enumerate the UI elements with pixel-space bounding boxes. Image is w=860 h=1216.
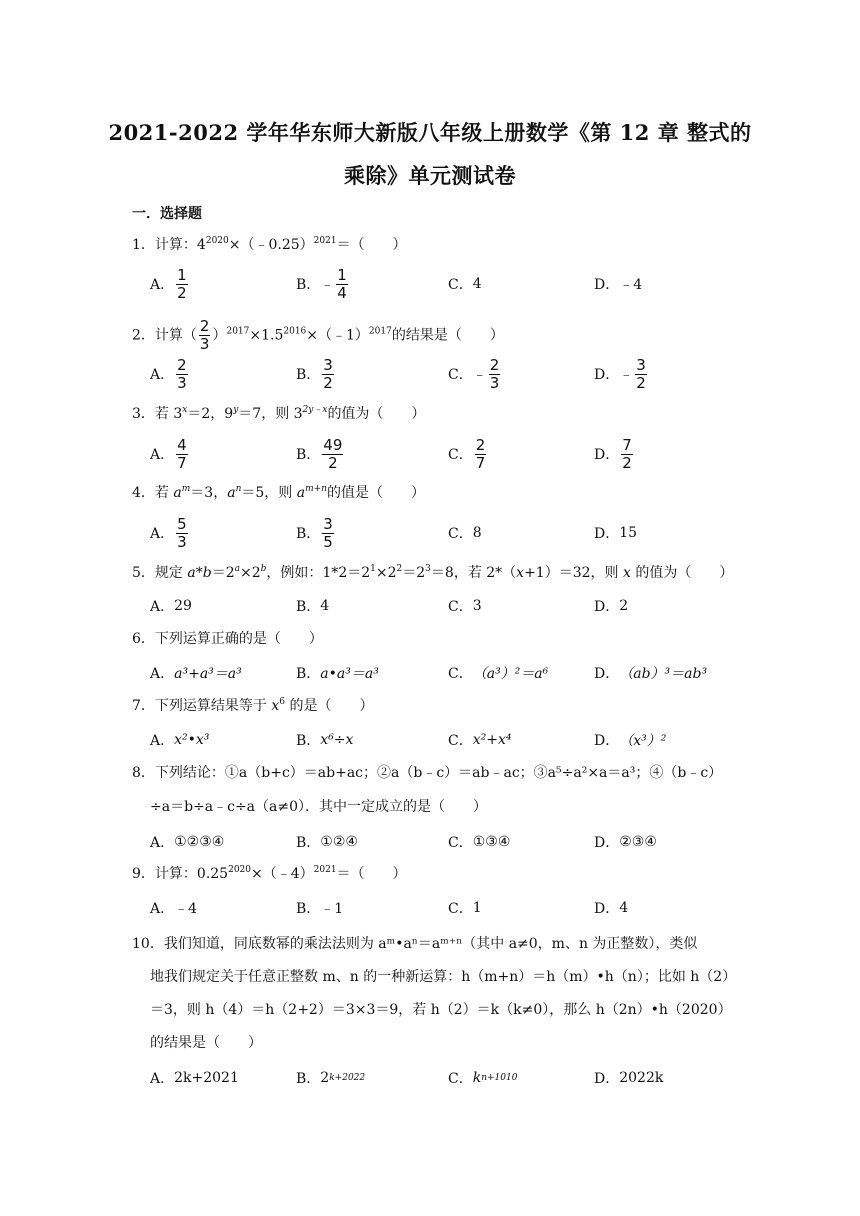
q2-option-d: D． ﹣ $\frac{3}{2}$: [594, 355, 646, 392]
q1-option-c: C． 4: [448, 276, 482, 293]
fraction: $\frac{7}{2}$: [622, 435, 632, 472]
doc-title-line1: 2021-2022 学年华东师大新版八年级上册数学《第 12 章 整式的: [108, 120, 752, 145]
question-6-options: [150, 653, 740, 693]
q7-option-a: A． x²•x³: [150, 732, 210, 749]
fraction: $\frac{2}{3}$: [489, 355, 500, 392]
q10-option-b: B． 2 k+2022: [296, 1070, 366, 1087]
q5-option-b: B． 4: [296, 598, 330, 615]
fraction: $\frac{4}{7}$: [177, 435, 187, 472]
question-7: 7．下列运算结果等于 $x^6$ 的是（ ）: [132, 697, 374, 714]
q4-option-b: B． $\frac{3}{5}$: [296, 514, 333, 551]
question-5-options: [150, 586, 740, 626]
question-3: 3．若 $3^x=2$，$9^y=7$，则 $3^{2y﹣x}$的值为（ ）: [132, 405, 426, 422]
question-10-line-4: 的结果是（ ）: [150, 1035, 262, 1051]
q6-option-c: C． （a³）²＝a⁶: [448, 666, 549, 682]
q7-option-d: D． （x³）²: [594, 733, 667, 749]
q8-option-a: A． ①②③④: [150, 834, 225, 851]
question-5: 5．规定 $a*b=2^a\times 2^b$，例如：$1*2=2^1\times 2^2=2^3=8$，若 2*（x+1）＝32，则 x 的值为（ ）: [132, 564, 734, 581]
q8-option-c: C． ①③④: [448, 834, 511, 851]
question-8-options: [150, 822, 740, 862]
fraction: $\frac{49}{2}$: [323, 435, 343, 472]
fraction: $\frac{1}{2}$: [177, 265, 187, 302]
fraction: $\frac{3}{2}$: [323, 355, 333, 392]
q6-option-b: B． a•a³＝a³: [296, 666, 379, 682]
q5-option-c: C． 3: [448, 598, 482, 615]
q9-option-b: B． ﹣1: [296, 901, 344, 917]
fraction: $\frac{3}{2}$: [636, 355, 646, 392]
fraction: $\frac{2}{3}$: [177, 355, 187, 392]
doc-title-line2: 乘除》单元测试卷: [344, 163, 516, 188]
q6-option-a: A． a³+a³＝a³: [150, 666, 242, 682]
question-10-line-2: 地我们规定关于任意正整数 m、n 的一种新运算：h（m+n）＝h（m）•h（n）；比如 h（2）: [150, 969, 737, 985]
q8-option-d: D． ②③④: [594, 834, 657, 851]
q8-option-b: B． ①②④: [296, 834, 358, 851]
q4-option-c: C． 8: [448, 525, 482, 542]
q1-option-b: B． ﹣ $\frac{1}{4}$: [296, 265, 347, 302]
q3-option-c: C． $\frac{2}{7}$: [448, 435, 486, 472]
question-6: 6．下列运算正确的是（ ）: [132, 631, 323, 647]
question-4: 4．若 $a^m=3$，$a^n=5$，则 $a^{m+n}$的值是（ ）: [132, 484, 425, 501]
fraction: $\frac{5}{3}$: [177, 514, 187, 551]
q3-option-a: A． $\frac{4}{7}$: [150, 435, 187, 472]
q2-option-c: C． ﹣ $\frac{2}{3}$: [448, 355, 500, 392]
q6-option-d: D． （ab）³＝ab³: [594, 666, 708, 682]
q1-option-d: D． ﹣4: [594, 277, 643, 293]
question-4-options: [150, 513, 740, 553]
q5-option-d: D． 2: [594, 598, 629, 615]
question-1-options: [150, 264, 740, 304]
q9-option-d: D． 4: [594, 900, 629, 917]
question-8-line-2: ÷a＝b÷a﹣c÷a（a≠0）．其中一定成立的是（ ）: [150, 799, 488, 815]
q7-option-c: C． x²+x⁴: [448, 732, 512, 749]
question-8-line-1: 8．下列结论：①a（b+c）＝ab+ac；②a（b﹣c）＝ab﹣ac；③a⁵÷a²×a＝a³；④（b﹣c）: [132, 765, 723, 781]
question-10-line-3: ＝3，则 h（4）＝h（2+2）＝3×3＝9，若 h（2）＝k（k≠0），那么 h（2n）•h（2020）: [150, 1002, 732, 1018]
q4-option-d: D． 15: [594, 525, 638, 542]
fraction: $\frac{2}{3}$: [199, 317, 210, 353]
q3-option-b: B． $\frac{49}{2}$: [296, 435, 343, 472]
fraction: $\frac{2}{7}$: [475, 435, 486, 472]
question-9-options: [150, 888, 740, 928]
question-10-line-1: 10．我们知道，同底数幂的乘法法则为 aᵐ•aⁿ＝aᵐ⁺ⁿ（其中 a≠0，m、n 为正整数），类似: [132, 936, 698, 952]
question-7-options: [150, 720, 740, 760]
q10-option-a: A． 2k+2021: [150, 1070, 239, 1087]
q10-option-c: C． k n+1010: [448, 1070, 518, 1087]
q9-option-a: A． ﹣4: [150, 901, 198, 917]
fraction: $\frac{1}{4}$: [337, 265, 347, 302]
question-2-options: [150, 354, 740, 394]
section-heading: 一．选择题: [132, 206, 202, 222]
question-9: 9．计算：$0.25^{2020}\times(﹣4)^{2021}=$（ ）: [132, 865, 407, 882]
question-10-options: [150, 1058, 740, 1098]
question-2: 2．计算（ $\frac{2}{3}$ ）$^{2017}\times 1.5^{2016}\times(﹣1)^{2017}$的结果是（ ）: [132, 317, 504, 353]
q2-option-a: A． $\frac{2}{3}$: [150, 355, 187, 392]
q1-option-a: A． $\frac{1}{2}$: [150, 265, 187, 302]
question-3-options: [150, 434, 740, 474]
fraction: $\frac{3}{5}$: [323, 514, 333, 551]
q2-option-b: B． $\frac{3}{2}$: [296, 355, 333, 392]
q10-option-d: D． 2022k: [594, 1070, 664, 1087]
question-1: 1．计算：$4^{2020}\times(﹣0.25)^{2021}=$（ ）: [132, 236, 407, 253]
q3-option-d: D． $\frac{7}{2}$: [594, 435, 632, 472]
q4-option-a: A． $\frac{5}{3}$: [150, 514, 187, 551]
q5-option-a: A． 29: [150, 598, 192, 615]
q7-option-b: B． x⁶÷x: [296, 732, 354, 749]
q9-option-c: C． 1: [448, 900, 482, 917]
